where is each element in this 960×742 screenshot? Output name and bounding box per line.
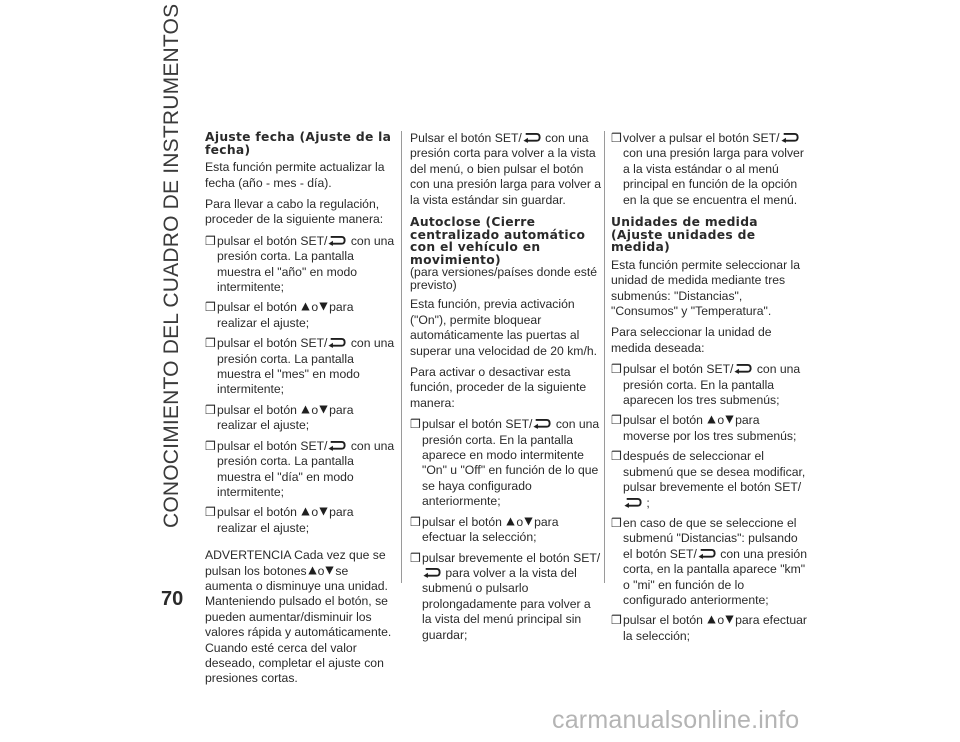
or-text: o <box>516 514 524 529</box>
bullet-item <box>205 439 395 501</box>
column-divider <box>401 131 402 583</box>
bullet-box-icon: ❒ <box>410 514 421 529</box>
bullet-text: pulsar el botón <box>217 505 301 520</box>
paragraph-text: con una presión corta para volver a la vista del menú, o bien pulsar el botón con una presión larga para volver a la vista estándar sin guardar. <box>410 131 602 207</box>
bullet-item <box>205 505 395 536</box>
triangle-up-icon <box>308 566 317 575</box>
bullet-text: en caso de que se seleccione el submenú "Distancias": pulsando el botón SET/ <box>623 515 798 561</box>
heading-ajuste-fecha: Ajuste fecha (Ajuste de la fecha) <box>205 130 392 157</box>
bullet-box-icon: ❒ <box>611 449 622 464</box>
bullet-text: con una presión corta. La pantalla muestra el "mes" en modo intermitente; <box>217 336 395 397</box>
advertencia-text: se aumenta o disminuye una unidad. Manteniendo pulsado el botón, se pueden aumentar/disminuir los valores rápida y automáticamente. Cuando esté cerca del valor deseado, completar el ajuste con presiones cortas. <box>205 563 392 686</box>
triangle-down-icon <box>725 415 734 424</box>
or-text: o <box>311 505 319 520</box>
paragraph: Para activar o desactivar esta función, proceder de la siguiente manera: <box>410 365 587 410</box>
bullet-text: con una presión corta. En la pantalla aparecen los tres submenús; <box>623 362 801 408</box>
bullet-text: volver a pulsar el botón SET/ <box>623 131 780 145</box>
bullet-box-icon: ❒ <box>205 438 216 453</box>
set-return-icon <box>533 418 551 429</box>
or-text: o <box>717 413 725 428</box>
bullet-text: con una presión corta, en la pantalla aparece "km" o "mi" en función de lo configurado anteriormente; <box>623 546 807 607</box>
bullet-box-icon: ❒ <box>611 131 622 145</box>
set-return-icon <box>328 440 346 451</box>
side-section-title: CONOCIMIENTO DEL CUADRO DE INSTRUMENTOS <box>160 3 183 528</box>
triangle-down-icon <box>325 566 334 575</box>
heading-autoclose: Autoclose (Cierre centralizado automático con el vehículo en movimiento) <box>410 215 586 267</box>
bullet-text: para volver a la vista del submenú o pulsarlo prolongadamente para volver a la vista del menú principal sin guardar; <box>422 565 591 642</box>
triangle-down-icon <box>524 517 533 526</box>
paragraph: Esta función permite actualizar la fecha (año - mes - día). <box>205 160 385 190</box>
bullet-item <box>611 613 807 644</box>
bullet-box-icon: ❒ <box>611 613 622 628</box>
triangle-up-icon <box>707 415 716 424</box>
or-text: o <box>717 613 725 628</box>
triangle-down-icon <box>319 302 328 311</box>
bullet-text: para moverse por los tres submenús; <box>623 413 797 443</box>
bullet-text: para realizar el ajuste; <box>217 505 354 535</box>
bullet-text: pulsar el botón <box>217 402 301 417</box>
set-return-icon <box>698 548 716 559</box>
paragraph: Esta función, previa activación ("On"), permite bloquear automáticamente las puertas al superar una velocidad de 20 km/h. <box>410 297 597 358</box>
triangle-down-icon <box>319 507 328 516</box>
triangle-up-icon <box>301 507 310 516</box>
bullet-text: pulsar el botón SET/ <box>422 417 533 432</box>
bullet-box-icon: ❒ <box>611 413 622 428</box>
bullet-box-icon: ❒ <box>205 402 216 417</box>
bullet-text: con una presión corta. La pantalla muestra el "año" en modo intermitente; <box>217 233 395 295</box>
bullet-box-icon: ❒ <box>611 515 622 530</box>
bullet-box-icon: ❒ <box>205 300 216 315</box>
column-1 <box>205 131 395 693</box>
bullet-item <box>611 413 807 444</box>
bullet-text: después de seleccionar el submenú que se desea modificar, pulsar brevemente el botón SET/ <box>623 449 806 495</box>
advertencia-text: ADVERTENCIA Cada vez que se pulsan los botones <box>205 548 386 578</box>
or-text: o <box>311 402 319 417</box>
bullet-item <box>410 417 602 509</box>
bullet-box-icon: ❒ <box>205 505 216 520</box>
bullet-item <box>611 516 807 608</box>
bullet-text: pulsar el botón SET/ <box>623 362 734 377</box>
bullet-text: pulsar el botón <box>217 300 301 315</box>
bullet-text: pulsar el botón <box>623 613 707 628</box>
watermark: carmanualsonline.info <box>552 706 800 734</box>
paragraph: Esta función permite seleccionar la unidad de medida mediante tres submenús: "Distancias", "Consumos" y "Temperatura". <box>611 257 801 319</box>
paragraph: Para llevar a cabo la regulación, proceder de la siguiente manera: <box>205 197 384 227</box>
set-return-icon <box>523 132 541 143</box>
bullet-text: pulsar el botón <box>422 514 506 529</box>
bullet-text: pulsar el botón SET/ <box>217 438 328 453</box>
set-return-icon <box>624 497 642 508</box>
triangle-up-icon <box>707 615 716 624</box>
bullet-box-icon: ❒ <box>611 362 622 377</box>
bullet-text: ; <box>643 495 650 510</box>
bullet-text: para efectuar la selección; <box>623 613 807 643</box>
bullet-item <box>205 336 395 398</box>
triangle-down-icon <box>319 405 328 414</box>
set-return-icon <box>781 132 799 143</box>
set-return-icon <box>328 235 346 246</box>
bullet-box-icon: ❒ <box>410 550 421 565</box>
column-divider <box>604 131 605 583</box>
bullet-item <box>611 449 807 511</box>
bullet-text: con una presión larga para volver a la vista estándar o al menú principal en función de la opción en la que se encuentra el menú. <box>623 146 804 207</box>
page-number: 70 <box>161 588 184 610</box>
bullet-text: con una presión corta. La pantalla muestra el "día" en modo intermitente; <box>217 438 395 499</box>
paragraph-text: Pulsar el botón SET/ <box>410 131 522 145</box>
bullet-item <box>205 300 395 331</box>
bullet-box-icon: ❒ <box>410 417 421 432</box>
heading-unidades-medida: Unidades de medida (Ajuste unidades de medida) <box>611 215 758 255</box>
set-return-icon <box>328 337 346 348</box>
bullet-text: pulsar el botón SET/ <box>217 233 328 248</box>
bullet-text: pulsar el botón SET/ <box>217 336 328 351</box>
bullet-text: pulsar el botón <box>623 413 707 428</box>
advertencia-paragraph <box>205 548 395 687</box>
bullet-text: pulsar brevemente el botón SET/ <box>422 550 601 565</box>
bullet-box-icon: ❒ <box>205 233 216 248</box>
set-return-icon <box>423 567 441 578</box>
availability-note: (para versiones/países donde esté previsto) <box>410 265 597 292</box>
triangle-down-icon <box>725 615 734 624</box>
bullet-item <box>205 234 395 296</box>
bullet-text: para realizar el ajuste; <box>217 300 354 330</box>
bullet-item <box>410 551 602 643</box>
set-return-icon <box>734 363 752 374</box>
triangle-up-icon <box>301 302 310 311</box>
bullet-text: para efectuar la selección; <box>422 514 559 545</box>
bullet-text: con una presión corta. En la pantalla aparece en modo intermitente "On" u "Off" en función de lo que se haya configurado anteriormente; <box>422 417 600 509</box>
bullet-item <box>205 403 395 434</box>
column-3 <box>611 131 807 649</box>
or-text: o <box>311 300 319 315</box>
bullet-item <box>410 515 602 546</box>
bullet-item <box>611 131 807 208</box>
triangle-up-icon <box>301 405 310 414</box>
column-2 <box>410 131 602 648</box>
paragraph: Para seleccionar la unidad de medida deseada: <box>611 325 772 355</box>
bullet-item <box>611 362 807 408</box>
bullet-text: para realizar el ajuste; <box>217 402 354 433</box>
or-text: o <box>317 563 325 578</box>
paragraph <box>410 131 602 208</box>
triangle-up-icon <box>506 517 515 526</box>
bullet-box-icon: ❒ <box>205 336 216 351</box>
